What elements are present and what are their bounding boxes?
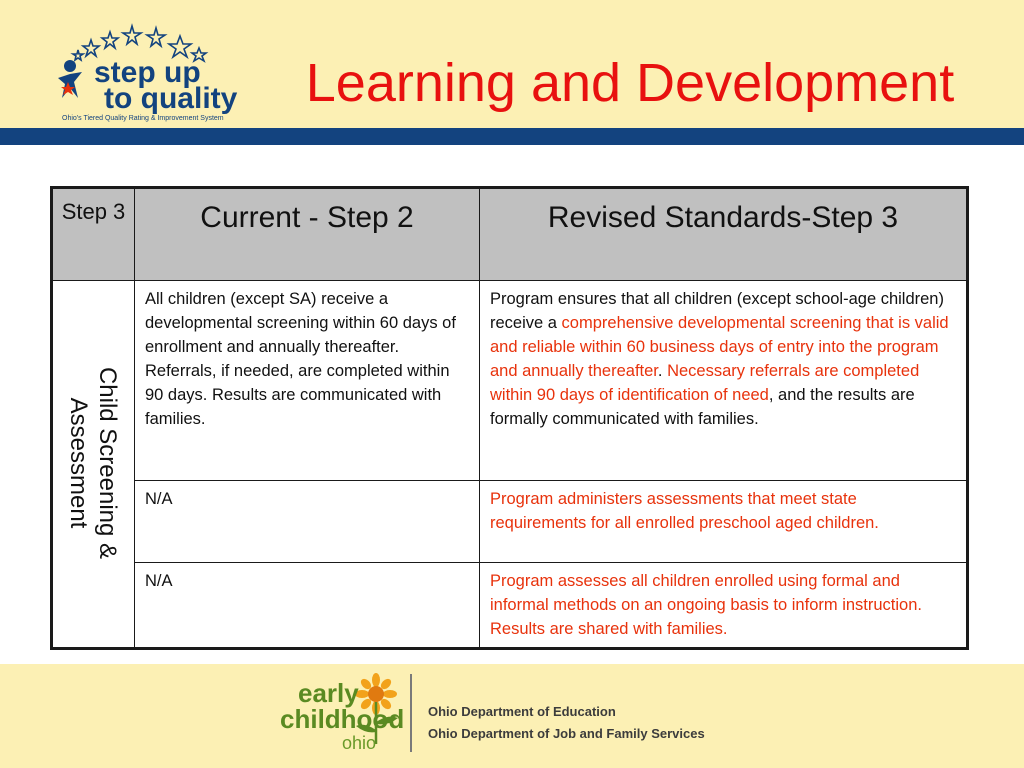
table-row (52, 481, 968, 563)
revised-text-red: Program administers assessments that meet state requirements for all enrolled preschool aged children. (490, 490, 879, 532)
current-cell: All children (except SA) receive a developmental screening within 60 days of enrollment and annually thereafter. Referrals, if needed, are completed within 90 days. Results are communicated with families. (135, 281, 480, 481)
current-cell: N/A (135, 563, 480, 649)
footer-divider (410, 674, 412, 752)
revised-text: . (657, 362, 668, 380)
header-band (0, 0, 1024, 128)
footer-band (0, 664, 1024, 768)
category-cell (52, 281, 135, 649)
revised-text: , and the results are formally communicated with families. (490, 386, 915, 428)
category-label: Child Screening & Assessment (65, 366, 121, 560)
table-row (52, 563, 968, 649)
header-revised: Revised Standards-Step 3 (480, 188, 968, 281)
ec-line-1: early (298, 678, 359, 708)
table-row (52, 281, 968, 481)
revised-text: Program ensures that all children (except school-age children) receive a (490, 290, 944, 332)
standards-table (50, 186, 969, 650)
dept-education: Ohio Department of Education (428, 704, 616, 719)
revised-text-red: Program assesses all children enrolled using formal and informal methods on an ongoing basis to inform instruction. Results are shared with families. (490, 572, 922, 638)
logo-line-2: to quality (104, 82, 238, 115)
slide-title: Learning and Development (305, 53, 955, 113)
current-cell: N/A (135, 481, 480, 563)
revised-cell (480, 481, 968, 563)
dept-job-family-services: Ohio Department of Job and Family Services (428, 726, 705, 741)
logo-tagline: Ohio's Tiered Quality Rating & Improvement System (62, 115, 224, 122)
revised-cell (480, 281, 968, 481)
navy-divider-bar (0, 128, 1024, 145)
step-up-to-quality-logo (48, 22, 238, 126)
ec-line-2: childhood (280, 704, 405, 734)
revised-text-red: comprehensive developmental screening that is valid and reliable within 60 business days of entry into the program and annually thereafter (490, 314, 949, 380)
header-step: Step 3 (52, 188, 135, 281)
ec-line-3: ohio (342, 733, 377, 753)
header-current: Current - Step 2 (135, 188, 480, 281)
table-header-row (52, 188, 968, 281)
logo-line-1: step up (94, 56, 201, 89)
revised-cell (480, 563, 968, 649)
early-childhood-ohio-logo (278, 672, 408, 764)
revised-text-red: Necessary referrals are completed within 90 days of identification of need (490, 362, 920, 404)
